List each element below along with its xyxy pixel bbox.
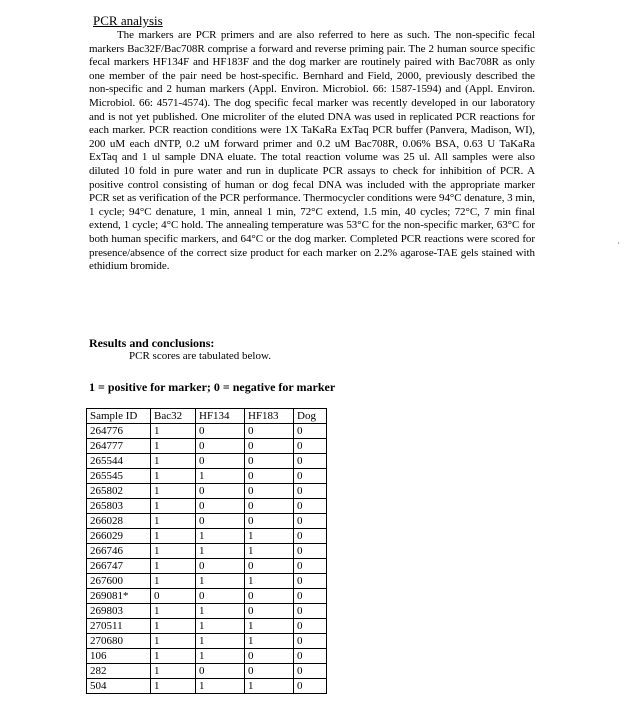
- cell-hf134: 1: [196, 469, 245, 484]
- cell-hf183: 1: [245, 619, 294, 634]
- table-row: [87, 544, 327, 559]
- cell-bac32: 1: [151, 514, 196, 529]
- cell-hf134: 1: [196, 649, 245, 664]
- table-row: [87, 679, 327, 694]
- cell-hf183: 1: [245, 529, 294, 544]
- results-heading: Results and conclusions:: [89, 336, 215, 350]
- cell-bac32: 1: [151, 469, 196, 484]
- table-row: [87, 439, 327, 454]
- header-hf183: HF183: [245, 409, 294, 424]
- cell-hf183: 0: [245, 604, 294, 619]
- cell-bac32: 1: [151, 619, 196, 634]
- body-paragraph: The markers are PCR primers and are also referred to here as such. The non-specific fecal markers Bac32F/Bac708R comprise a forward and reverse priming pair. The 2 human source specific fecal markers HF134F and HF183F and the dog marker are routinely paired with Bac708R as only one member of the pair need be host-specific. Bernhard and Field, 2000, previously described the non-specific and 2 human markers (Appl. Environ. Microbiol. 66: 1587-1594) and (Appl. Environ. Microbiol. 66: 4571-4574). The dog specific fecal marker was recently developed in our laboratory and is not yet published. One microliter of the eluted DNA was used in replicated PCR reactions for each marker. PCR reaction conditions were 1X TaKaRa ExTaq PCR buffer (Panvera, Madison, WI), 200 uM each dNTP, 0.2 uM forward primer and 0.2 uM Bac708R, 0.06% BSA, 0.63 U TaKaRa ExTaq and 1 ul sample DNA eluate. The total reaction volume was 25 ul. All samples were also diluted 10 fold in pure water and run in duplicate PCR assays to check for inhibition of PCR. A positive control consisting of human or dog fecal DNA was included with the appropriate marker PCR set as verification of the PCR performance. Thermocycler conditions were 94°C denature, 3 min, 1 cycle; 94°C denature, 1 min, anneal 1 min, 72°C extend, 1.5 min, 40 cycles; 72°C, 7 min final extend, 1 cycle; 4°C hold. The annealing temperature was 53°C for the non-specific marker, 63°C for both human specific markers, and 64°C or the dog marker. Completed PCR reactions were scored for presence/absence of the correct size product for each marker on 2.2% agarose-TAE gels stained with ethidium bromide.: [89, 29, 535, 273]
- cell-hf134: 0: [196, 589, 245, 604]
- cell-hf134: 0: [196, 439, 245, 454]
- results-subtext: PCR scores are tabulated below.: [129, 350, 271, 362]
- cell-sample-id: 265545: [87, 469, 151, 484]
- cell-hf183: 0: [245, 484, 294, 499]
- cell-hf183: 1: [245, 544, 294, 559]
- cell-bac32: 1: [151, 424, 196, 439]
- table-row: [87, 574, 327, 589]
- cell-bac32: 1: [151, 574, 196, 589]
- cell-dog: 0: [294, 469, 327, 484]
- cell-dog: 0: [294, 589, 327, 604]
- table-row: [87, 514, 327, 529]
- table-row: [87, 484, 327, 499]
- margin-mark: ·: [617, 238, 620, 248]
- cell-bac32: 1: [151, 544, 196, 559]
- cell-dog: 0: [294, 649, 327, 664]
- header-bac32: Bac32: [151, 409, 196, 424]
- table-body: [87, 424, 327, 694]
- cell-dog: 0: [294, 664, 327, 679]
- cell-bac32: 1: [151, 634, 196, 649]
- cell-sample-id: 265803: [87, 499, 151, 514]
- cell-sample-id: 269803: [87, 604, 151, 619]
- cell-sample-id: 266747: [87, 559, 151, 574]
- table-row: [87, 499, 327, 514]
- table-row: [87, 424, 327, 439]
- cell-sample-id: 264777: [87, 439, 151, 454]
- cell-sample-id: 264776: [87, 424, 151, 439]
- cell-hf183: 0: [245, 514, 294, 529]
- header-dog: Dog: [294, 409, 327, 424]
- table-row: [87, 589, 327, 604]
- cell-sample-id: 265802: [87, 484, 151, 499]
- cell-bac32: 1: [151, 664, 196, 679]
- cell-sample-id: 266029: [87, 529, 151, 544]
- cell-dog: 0: [294, 529, 327, 544]
- header-sample-id: Sample ID: [87, 409, 151, 424]
- cell-sample-id: 270511: [87, 619, 151, 634]
- cell-hf134: 0: [196, 559, 245, 574]
- cell-bac32: 1: [151, 454, 196, 469]
- pcr-score-table: [86, 408, 327, 694]
- cell-hf134: 1: [196, 619, 245, 634]
- cell-sample-id: 270680: [87, 634, 151, 649]
- cell-bac32: 1: [151, 439, 196, 454]
- cell-hf183: 0: [245, 559, 294, 574]
- cell-hf134: 0: [196, 499, 245, 514]
- score-legend: 1 = positive for marker; 0 = negative for marker: [89, 380, 336, 394]
- cell-bac32: 1: [151, 484, 196, 499]
- cell-bac32: 1: [151, 559, 196, 574]
- cell-hf134: 1: [196, 679, 245, 694]
- cell-bac32: 1: [151, 679, 196, 694]
- cell-hf183: 1: [245, 634, 294, 649]
- cell-hf183: 1: [245, 574, 294, 589]
- cell-dog: 0: [294, 559, 327, 574]
- cell-hf183: 0: [245, 499, 294, 514]
- table-header-row: [87, 409, 327, 424]
- cell-hf134: 0: [196, 664, 245, 679]
- cell-hf183: 0: [245, 589, 294, 604]
- cell-sample-id: 265544: [87, 454, 151, 469]
- cell-hf183: 0: [245, 649, 294, 664]
- table-row: [87, 649, 327, 664]
- cell-hf134: 1: [196, 574, 245, 589]
- cell-hf183: 1: [245, 679, 294, 694]
- cell-dog: 0: [294, 499, 327, 514]
- cell-bac32: 1: [151, 499, 196, 514]
- cell-hf134: 0: [196, 424, 245, 439]
- cell-bac32: 0: [151, 589, 196, 604]
- table-row: [87, 454, 327, 469]
- cell-dog: 0: [294, 604, 327, 619]
- cell-hf183: 0: [245, 454, 294, 469]
- cell-sample-id: 266028: [87, 514, 151, 529]
- table-row: [87, 469, 327, 484]
- cell-dog: 0: [294, 424, 327, 439]
- cell-hf134: 1: [196, 544, 245, 559]
- cell-sample-id: 269081*: [87, 589, 151, 604]
- table-row: [87, 529, 327, 544]
- cell-bac32: 1: [151, 604, 196, 619]
- cell-hf134: 1: [196, 634, 245, 649]
- cell-dog: 0: [294, 454, 327, 469]
- cell-hf134: 0: [196, 514, 245, 529]
- cell-dog: 0: [294, 484, 327, 499]
- cell-bac32: 1: [151, 649, 196, 664]
- cell-dog: 0: [294, 679, 327, 694]
- cell-hf183: 0: [245, 664, 294, 679]
- cell-sample-id: 106: [87, 649, 151, 664]
- cell-hf183: 0: [245, 424, 294, 439]
- cell-dog: 0: [294, 514, 327, 529]
- cell-dog: 0: [294, 574, 327, 589]
- table-row: [87, 634, 327, 649]
- cell-dog: 0: [294, 544, 327, 559]
- cell-hf134: 1: [196, 604, 245, 619]
- cell-sample-id: 282: [87, 664, 151, 679]
- header-hf134: HF134: [196, 409, 245, 424]
- cell-bac32: 1: [151, 529, 196, 544]
- cell-dog: 0: [294, 634, 327, 649]
- cell-sample-id: 266746: [87, 544, 151, 559]
- table-row: [87, 559, 327, 574]
- cell-hf134: 0: [196, 454, 245, 469]
- cell-sample-id: 267600: [87, 574, 151, 589]
- cell-sample-id: 504: [87, 679, 151, 694]
- cell-hf134: 1: [196, 529, 245, 544]
- table-row: [87, 664, 327, 679]
- cell-dog: 0: [294, 619, 327, 634]
- table-row: [87, 604, 327, 619]
- cell-dog: 0: [294, 439, 327, 454]
- cell-hf183: 0: [245, 469, 294, 484]
- page-title: PCR analysis: [93, 13, 163, 28]
- cell-hf134: 0: [196, 484, 245, 499]
- cell-hf183: 0: [245, 439, 294, 454]
- table-row: [87, 619, 327, 634]
